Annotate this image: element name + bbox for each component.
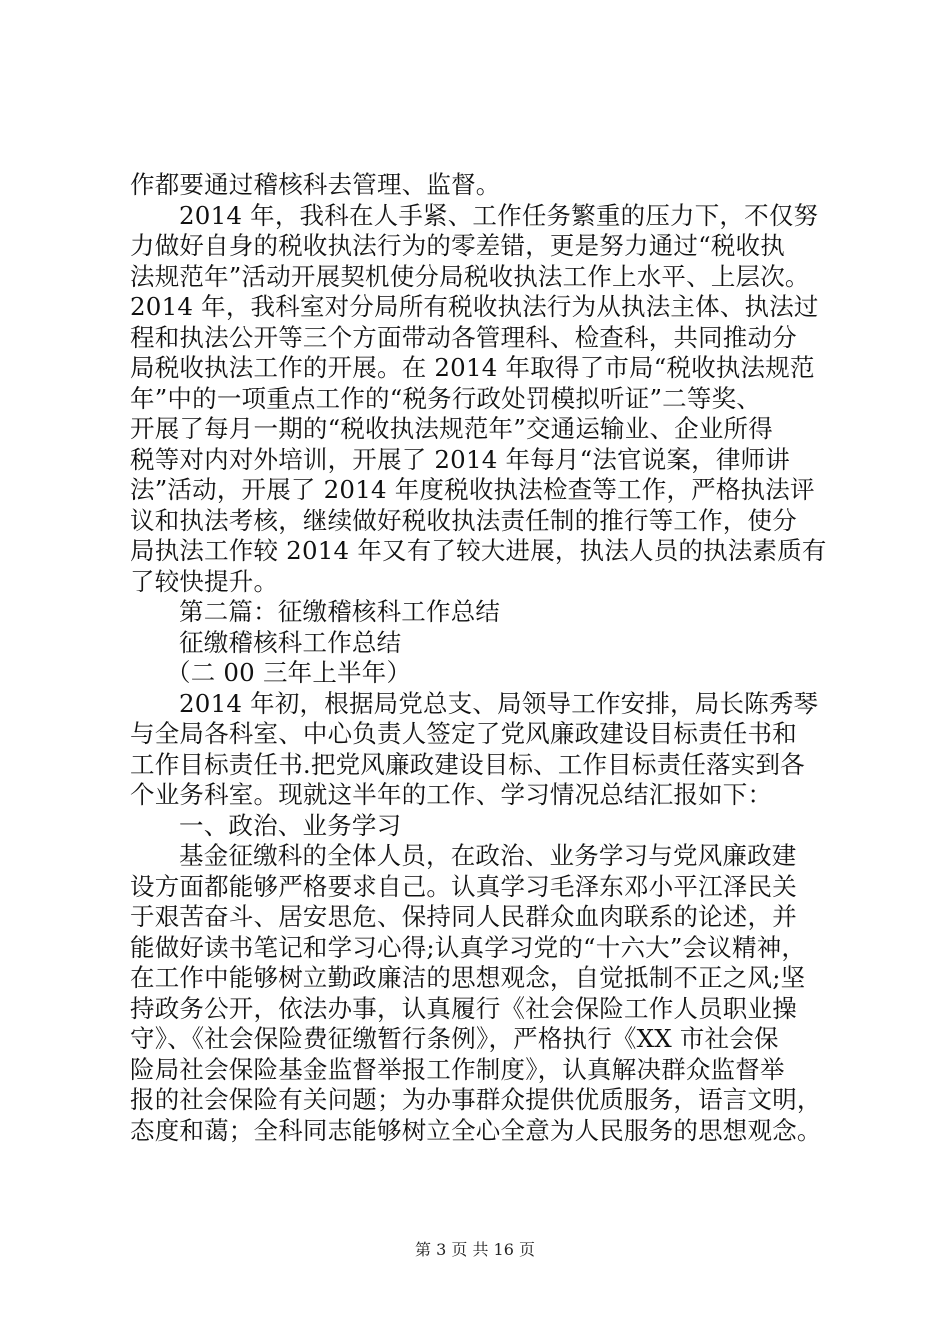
text-line: 力做好自身的税收执法行为的零差错，更是努力通过“税收执 (130, 231, 785, 260)
text-line: 法”活动，开展了 2014 年度税收执法检查等工作，严格执法评 (130, 475, 815, 504)
page-footer: 第 3 页 共 16 页 (415, 1240, 535, 1259)
text-line: （二 00 三年上半年） (166, 658, 412, 687)
text-line: 险局社会保险基金监督举报工作制度》，认真解决群众监督举 (130, 1054, 785, 1084)
text-line: 税等对内对外培训，开展了 2014 年每月“法官说案，律师讲 (130, 444, 790, 474)
text-line: 开展了每月一期的“税收执法规范年”交通运输业、企业所得 (130, 414, 773, 443)
text-line: 于艰苦奋斗、居安思危、保持同人民群众血肉联系的论述，并 (130, 902, 797, 931)
text-line: 在工作中能够树立勤政廉洁的思想观念，自觉抵制不正之风;坚 (130, 963, 806, 992)
text-line: 局执法工作较 2014 年又有了较大进展，执法人员的执法素质有 (130, 536, 827, 565)
text-line: 法规范年”活动开展契机使分局税收执法工作上水平、上层次。 (130, 261, 810, 291)
text-line: 了较快提升。 (130, 566, 279, 596)
text-line: 设方面都能够严格要求自己。认真学习毛泽东邓小平江泽民关 (130, 871, 797, 901)
text-line: 议和执法考核，继续做好税收执法责任制的推行等工作，使分 (130, 505, 797, 535)
text-line: 态度和蔼；全科同志能够树立全心全意为人民服务的思想观念。 (130, 1115, 822, 1145)
text-line: 守》、《社会保险费征缴暂行条例》，严格执行《XX 市社会保 (130, 1024, 779, 1053)
text-line: 与全局各科室、中心负责人签定了党风廉政建设目标责任书和 (130, 719, 797, 748)
text-line: 程和执法公开等三个方面带动各管理科、检查科，共同推动分 (130, 322, 797, 352)
text-line: 作都要通过稽核科去管理、监督。 (130, 170, 501, 199)
text-line: 基金征缴科的全体人员，在政治、业务学习与党风廉政建 (179, 841, 797, 870)
text-line: 能做好读书笔记和学习心得;认真学习党的“十六大”会议精神， (130, 932, 807, 962)
text-line: 持政务公开，依法办事，认真履行《社会保险工作人员职业操 (130, 993, 797, 1023)
text-line: 工作目标责任书.把党风廉政建设目标、工作目标责任落实到各 (130, 749, 805, 779)
text-line: 征缴稽核科工作总结 (179, 627, 402, 657)
text-line: 年”中的一项重点工作的“税务行政处罚模拟听证”二等奖、 (130, 383, 761, 413)
text-line: 个业务科室。现就这半年的工作、学习情况总结汇报如下： (130, 780, 773, 809)
text-line: 第二篇：征缴稽核科工作总结 (179, 597, 501, 626)
text-line: 局税收执法工作的开展。在 2014 年取得了市局“税收执法规范 (130, 353, 815, 382)
text-line: 一、政治、业务学习 (179, 810, 402, 840)
text-line: 报的社会保险有关问题；为办事群众提供优质服务，语言文明， (130, 1085, 822, 1114)
document-body (130, 170, 850, 1146)
text-line: 2014 年，我科在人手紧、工作任务繁重的压力下，不仅努 (179, 200, 819, 230)
text-line: 2014 年初，根据局党总支、局领导工作安排，局长陈秀琴 (179, 688, 819, 718)
text-line: 2014 年，我科室对分局所有税收执法行为从执法主体、执法过 (130, 292, 819, 321)
